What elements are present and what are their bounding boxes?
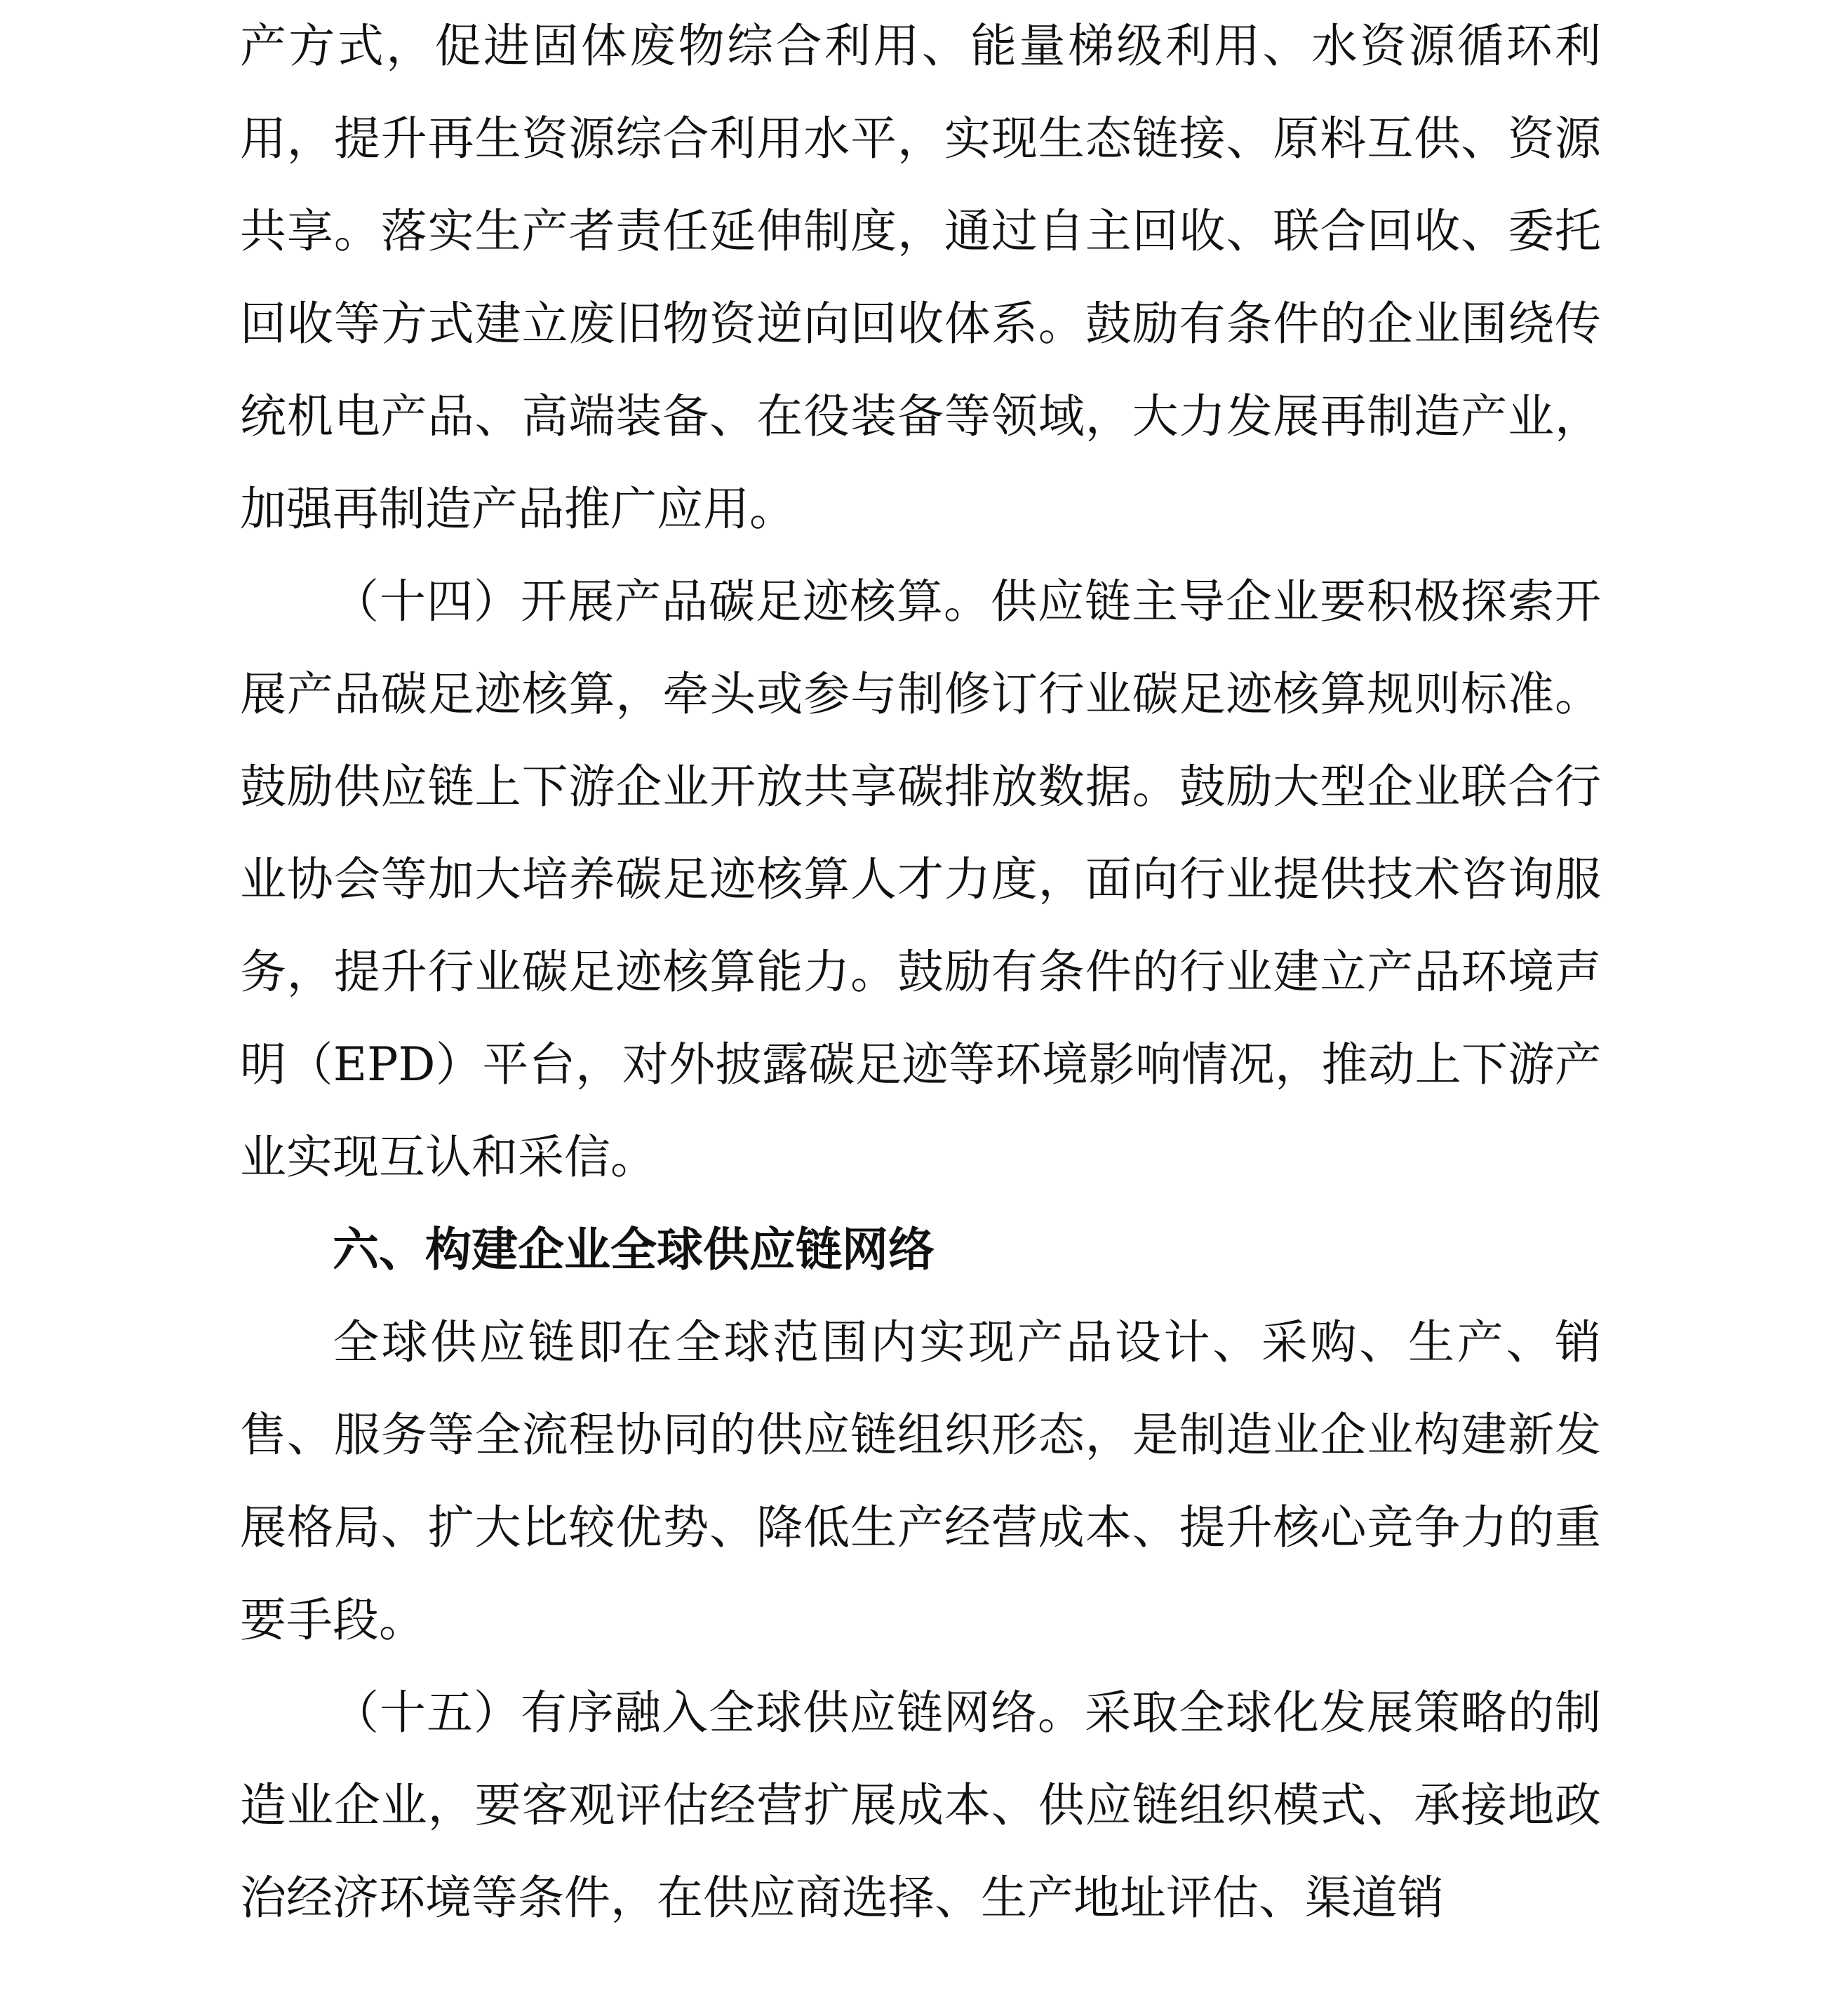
paragraph-2-body: 供应链主导企业要积极探索开展产品碳足迹核算，牵头或参与制修订行业碳足迹核算规则标准。鼓励供应链上下游企业开放共享碳排放数据。鼓励大型企业联合行业协会等加大培养碳足迹核算人才力度，面向行业提供技术咨询服务，提升行业碳足迹核算能力。鼓励有条件的行业建立产品环境声明（EPD）平台，对外披露碳足迹等环境影响情况，推动上下游产业实现互认和采信。 (240, 574, 1601, 1184)
paragraph-4-body: 采取全球化发展策略的制造业企业，要客观评估经营扩展成本、供应链组织模式、承接地政治经济环境等条件，在供应商选择、生产地址评估、渠道销 (240, 1686, 1601, 1925)
document-body (240, 0, 1601, 1944)
paragraph-3: 全球供应链即在全球范围内实现产品设计、采购、生产、销售、服务等全流程协同的供应链组织形态，是制造业企业构建新发展格局、扩大比较优势、降低生产经营成本、提升核心竞争力的重要手段。 (240, 1315, 1601, 1647)
paragraph-2-title: （十四）开展产品碳足迹核算。 (333, 574, 991, 629)
paragraph-4 (240, 1667, 1601, 1944)
paragraph-1: 产方式，促进固体废物综合利用、能量梯级利用、水资源循环利用，提升再生资源综合利用水平，实现生态链接、原料互供、资源共享。落实生产者责任延伸制度，通过自主回收、联合回收、委托回收等方式建立废旧物资逆向回收体系。鼓励有条件的企业围绕传统机电产品、高端装备、在役装备等领域，大力发展再制造产业，加强再制造产品推广应用。 (240, 19, 1601, 536)
paragraph-2 (240, 556, 1601, 1204)
section-heading: 六、构建企业全球供应链网络 (333, 1223, 935, 1277)
paragraph-4-title: （十五）有序融入全球供应链网络。 (333, 1686, 1085, 1740)
